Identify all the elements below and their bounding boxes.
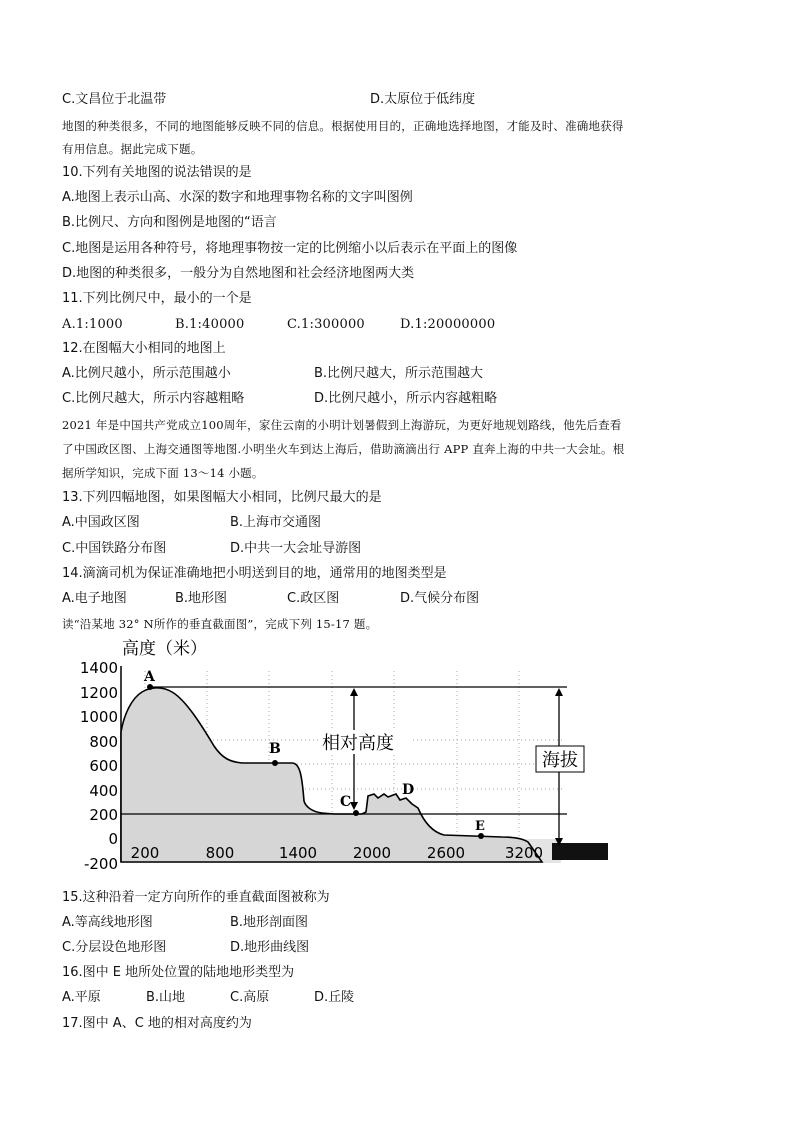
q14-option-c: C.政区图 <box>287 591 340 606</box>
q11-option-b: B.1:40000 <box>175 317 245 332</box>
q13-option-c: C.中国铁路分布图 <box>62 541 167 556</box>
point-b-label: B <box>269 741 281 757</box>
y-tick-800: 800 <box>89 733 118 751</box>
intro2-line1: 2021 年是中国共产党成立100周年，家住云南的小明计划暑假到上海游玩，为更好地规划路线，他先后查看 <box>62 418 622 432</box>
point-b-dot <box>272 760 278 766</box>
y-tick-1200: 1200 <box>79 684 118 702</box>
y-tick-400: 400 <box>89 782 118 800</box>
x-tick-2600: 2600 <box>426 844 466 862</box>
q11-stem: 11.下列比例尺中，最小的一个是 <box>62 291 252 306</box>
x-tick-2000: 2000 <box>352 844 392 862</box>
q10-stem: 10.下列有关地图的说法错误的是 <box>62 165 252 180</box>
q13-option-b: B.上海市交通图 <box>230 515 322 530</box>
y-tick-labels <box>80 659 118 872</box>
intro2-line3: 据所学知识，完成下面 13～14 小题。 <box>62 466 264 480</box>
q16-option-c: C.高原 <box>230 990 270 1005</box>
q14-stem: 14.滴滴司机为保证准确地把小明送到目的地，通常用的地图类型是 <box>62 566 447 581</box>
q10-option-b: B.比例尺、方向和图例是地图的“语言 <box>62 215 277 230</box>
q12-option-d: D.比例尺越小，所示内容越粗略 <box>314 391 498 406</box>
y-tick-neg200: -200 <box>83 855 118 872</box>
relative-height-arrow-bottom <box>350 802 358 810</box>
q11-option-c: C.1:300000 <box>287 317 365 332</box>
q12-option-c: C.比例尺越大，所示内容越粗略 <box>62 391 245 406</box>
y-axis-title: 高度（米） <box>122 639 207 659</box>
intro2-line2: 了中国政区图、上海交通图等地图.小明坐火车到达上海后，借助滴滴出行 APP 直奔上海的中共一大会址。根 <box>62 442 625 456</box>
point-a-label: A <box>144 669 155 685</box>
q16-option-d: D.丘陵 <box>314 990 355 1005</box>
x-tick-3200: 3200 <box>504 844 544 862</box>
q10-option-c: C.地图是运用各种符号，将地理事物按一定的比例缩小以后表示在平面上的图像 <box>62 241 518 256</box>
point-c-label: C <box>340 794 352 810</box>
x-tick-800: 800 <box>205 844 235 862</box>
q13-option-a: A.中国政区图 <box>62 515 140 530</box>
q15-option-d: D.地形曲线图 <box>230 940 310 955</box>
y-tick-1000: 1000 <box>79 708 118 726</box>
intro1-line1: 地图的种类很多，不同的地图能够反映不同的信息。根据使用目的，正确地选择地图，才能及时、准确地获得 <box>62 119 624 133</box>
altitude-arrow-top <box>555 688 563 696</box>
prev-option-c: C.文昌位于北温带 <box>62 92 167 107</box>
intro1-line2: 有用信息。据此完成下题。 <box>62 142 203 156</box>
q12-option-a: A.比例尺越小，所示范围越小 <box>62 366 231 381</box>
altitude-label: 海拔 <box>542 750 578 771</box>
q14-option-a: A.电子地图 <box>62 591 127 606</box>
y-tick-0: 0 <box>108 830 118 848</box>
q17-stem: 17.图中 A、C 地的相对高度约为 <box>62 1016 252 1031</box>
x-tick-1400: 1400 <box>278 844 318 862</box>
relative-height-label: 相对高度 <box>322 733 394 754</box>
q15-option-a: A.等高线地形图 <box>62 915 153 930</box>
point-c-dot <box>353 810 359 816</box>
q15-stem: 15.这种沿着一定方向所作的垂直截面图被称为 <box>62 890 330 905</box>
q16-stem: 16.图中 E 地所处位置的陆地地形类型为 <box>62 965 295 980</box>
q11-option-a: A.1:1000 <box>62 317 123 332</box>
point-d-label: D <box>402 782 415 798</box>
prev-option-d: D.太原位于低纬度 <box>370 92 476 107</box>
q14-option-d: D.气候分布图 <box>400 591 480 606</box>
terrain-profile-figure <box>62 636 612 872</box>
q10-option-a: A.地图上表示山高、水深的数字和地理事物名称的文字叫图例 <box>62 190 413 205</box>
q16-option-a: A.平原 <box>62 990 101 1005</box>
y-tick-600: 600 <box>89 757 118 775</box>
y-tick-1400: 1400 <box>79 659 118 677</box>
q11-option-d: D.1:20000000 <box>400 317 496 332</box>
q12-stem: 12.在图幅大小相同的地图上 <box>62 341 226 356</box>
x-tick-200: 200 <box>130 844 160 862</box>
q13-option-d: D.中共一大会址导游图 <box>230 541 362 556</box>
q13-stem: 13.下列四幅地图，如果图幅大小相同，比例尺最大的是 <box>62 490 382 505</box>
q16-option-b: B.山地 <box>146 990 186 1005</box>
q14-option-b: B.地形图 <box>175 591 228 606</box>
q15-option-b: B.地形剖面图 <box>230 915 309 930</box>
intro3: 读“沿某地 32° N所作的垂直截面图”，完成下列 15-17 题。 <box>62 617 378 631</box>
q12-option-b: B.比例尺越大，所示范围越大 <box>314 366 484 381</box>
y-tick-200: 200 <box>89 806 118 824</box>
sea-block <box>552 843 608 860</box>
q15-option-c: C.分层设色地形图 <box>62 940 167 955</box>
point-e-label: E <box>475 819 485 834</box>
relative-height-arrow-top <box>350 688 358 696</box>
q10-option-d: D.地图的种类很多，一般分为自然地图和社会经济地图两大类 <box>62 266 415 281</box>
